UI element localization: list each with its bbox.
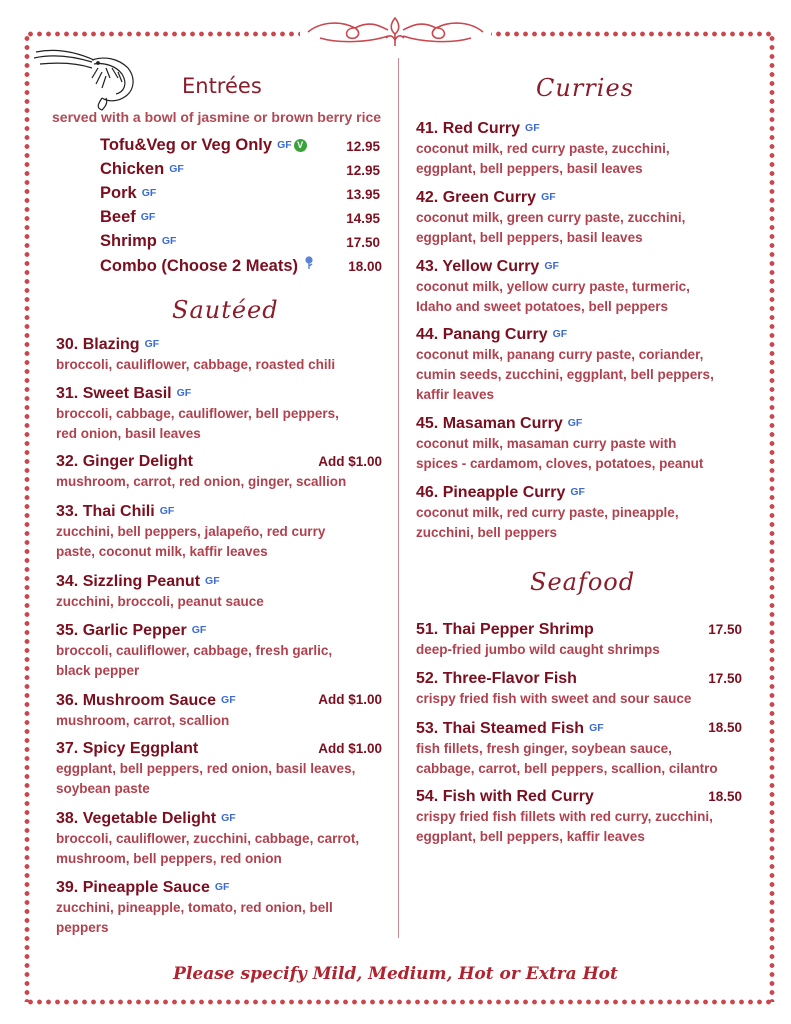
- item-description: broccoli, cauliflower, cabbage, roasted chili: [56, 357, 336, 372]
- gf-tag: GF: [205, 575, 220, 587]
- menu-item: [56, 620, 382, 681]
- item-name: 54. Fish with Red Curry: [416, 788, 594, 805]
- spice-level-note: Please specify Mild, Medium, Hot or Extra Hot: [173, 964, 618, 984]
- item-price: 18.50: [708, 720, 742, 735]
- rose-icon: [303, 256, 315, 275]
- menu-item: [416, 187, 742, 248]
- top-ornament: [300, 14, 491, 48]
- item-name: 31. Sweet Basil: [56, 385, 172, 402]
- entree-name: Combo (Choose 2 Meats): [100, 257, 299, 275]
- item-price: Add $1.00: [318, 741, 382, 756]
- item-description: eggplant, bell peppers, red onion, basil leaves, soybean paste: [56, 761, 356, 796]
- entree-item: [100, 184, 382, 208]
- gf-tag: GF: [221, 812, 236, 824]
- item-description: deep-fried jumbo wild caught shrimps: [416, 642, 660, 657]
- gf-tag: GF: [552, 328, 568, 340]
- item-description: fish fillets, fresh ginger, soybean sauce, cabbage, carrot, bell peppers, scallion, cilantro: [416, 741, 718, 776]
- item-price: Add $1.00: [318, 454, 382, 469]
- gf-tag: GF: [221, 694, 236, 706]
- menu-item: [416, 256, 742, 317]
- gf-tag: GF: [141, 187, 157, 199]
- entree-price: 14.95: [346, 211, 380, 226]
- gf-tag: GF: [570, 486, 585, 498]
- item-description: coconut milk, panang curry paste, coriander, cumin seeds, zucchini, eggplant, bell peppers, kaffir leaves: [416, 347, 714, 402]
- entree-price: 12.95: [346, 163, 380, 178]
- item-name: 30. Blazing: [56, 336, 140, 353]
- gf-tag: GF: [159, 505, 175, 517]
- item-price: 17.50: [708, 671, 742, 686]
- item-description: coconut milk, red curry paste, zucchini, eggplant, bell peppers, basil leaves: [416, 141, 670, 176]
- item-name: 44. Panang Curry: [416, 326, 548, 343]
- entrees-subtitle: served with a bowl of jasmine or brown berry rice: [52, 109, 382, 125]
- entree-item: [100, 136, 382, 160]
- menu-item: [416, 482, 742, 543]
- menu-item: [56, 739, 382, 799]
- border-left: [24, 34, 30, 1002]
- item-name: 51. Thai Pepper Shrimp: [416, 621, 594, 638]
- item-description: zucchini, pineapple, tomato, red onion, bell peppers: [56, 900, 333, 935]
- item-price: 18.50: [708, 789, 742, 804]
- item-description: zucchini, bell peppers, jalapeño, red curry paste, coconut milk, kaffir leaves: [56, 524, 326, 559]
- item-description: coconut milk, masaman curry paste with spices - cardamom, cloves, potatoes, peanut: [416, 436, 704, 471]
- item-name: 35. Garlic Pepper: [56, 622, 187, 639]
- border-right: [769, 34, 775, 1002]
- item-description: broccoli, cabbage, cauliflower, bell peppers, red onion, basil leaves: [56, 406, 339, 441]
- item-name: 43. Yellow Curry: [416, 258, 540, 275]
- item-name: 53. Thai Steamed Fish: [416, 720, 585, 737]
- item-description: crispy fried fish fillets with red curry, zucchini, eggplant, bell peppers, kaffir leaves: [416, 809, 713, 844]
- entree-name: Tofu&Veg or Veg Only: [100, 136, 273, 154]
- gf-tag: GF: [140, 211, 156, 223]
- menu-item: [416, 718, 742, 779]
- menu-item: [56, 877, 382, 938]
- entree-item: [100, 160, 382, 184]
- menu-item: [56, 571, 382, 612]
- item-description: mushroom, carrot, red onion, ginger, scallion: [56, 474, 347, 489]
- menu-item: [416, 787, 742, 847]
- gf-tag: GF: [191, 624, 207, 636]
- item-name: 36. Mushroom Sauce: [56, 692, 217, 709]
- item-name: 39. Pineapple Sauce: [56, 879, 210, 896]
- entrees-title: Entrées: [182, 74, 262, 98]
- entree-name: Beef: [100, 208, 136, 226]
- sauteed-title: Sautéed: [172, 296, 279, 324]
- gf-tag: GF: [144, 338, 160, 350]
- item-name: 34. Sizzling Peanut: [56, 573, 201, 590]
- item-price: 17.50: [708, 622, 742, 637]
- item-name: 46. Pineapple Curry: [416, 484, 566, 501]
- menu-item: [416, 620, 742, 660]
- menu-item: [56, 452, 382, 492]
- gf-tag: GF: [169, 163, 184, 175]
- item-description: broccoli, cauliflower, cabbage, fresh garlic, black pepper: [56, 643, 333, 678]
- item-name: 41. Red Curry: [416, 120, 521, 137]
- menu-item: [416, 324, 742, 405]
- entree-item: [100, 208, 382, 232]
- entree-name: Pork: [100, 184, 137, 202]
- item-name: 32. Ginger Delight: [56, 453, 193, 470]
- gf-tag: GF: [161, 235, 177, 247]
- entree-name: Shrimp: [100, 232, 157, 250]
- gf-tag: GF: [544, 260, 559, 272]
- item-description: coconut milk, red curry paste, pineapple, zucchini, bell peppers: [416, 505, 679, 540]
- item-name: 52. Three-Flavor Fish: [416, 670, 577, 687]
- menu-item: [416, 669, 742, 709]
- item-price: Add $1.00: [318, 692, 382, 707]
- gf-tag: GF: [176, 387, 192, 399]
- shrimp-icon: [32, 38, 142, 112]
- entree-name: Chicken: [100, 160, 165, 178]
- gf-tag: GF: [541, 191, 556, 203]
- item-name: 45. Masaman Curry: [416, 415, 563, 432]
- item-description: coconut milk, green curry paste, zucchini, eggplant, bell peppers, basil leaves: [416, 210, 686, 245]
- item-description: zucchini, broccoli, peanut sauce: [56, 594, 264, 609]
- menu-item: [56, 501, 382, 562]
- item-name: 37. Spicy Eggplant: [56, 740, 199, 757]
- vegan-v-icon: V: [294, 139, 307, 152]
- item-description: mushroom, carrot, scallion: [56, 713, 230, 728]
- item-description: broccoli, cauliflower, zucchini, cabbage, carrot, mushroom, bell peppers, red onion: [56, 831, 360, 866]
- menu-item: [56, 808, 382, 869]
- gf-tag: GF: [589, 722, 604, 734]
- entree-price: 18.00: [348, 259, 382, 274]
- menu-item: [416, 118, 742, 179]
- item-description: coconut milk, yellow curry paste, turmeric, Idaho and sweet potatoes, bell peppers: [416, 279, 690, 314]
- menu-item: [56, 334, 382, 375]
- entree-item: [100, 256, 382, 280]
- item-description: crispy fried fish with sweet and sour sauce: [416, 691, 692, 706]
- column-divider: [398, 58, 399, 938]
- entree-price: 12.95: [346, 139, 380, 154]
- item-name: 33. Thai Chili: [56, 503, 155, 520]
- item-name: 42. Green Curry: [416, 189, 537, 206]
- item-name: 38. Vegetable Delight: [56, 810, 217, 827]
- gf-tag: GF: [214, 881, 230, 893]
- entree-price: 17.50: [346, 235, 380, 250]
- gf-tag: GF: [525, 122, 540, 134]
- menu-item: [56, 690, 382, 731]
- seafood-title: Seafood: [530, 568, 636, 596]
- curries-title: Curries: [536, 74, 634, 102]
- gf-tag: GF: [567, 417, 583, 429]
- menu-item: [56, 383, 382, 444]
- entree-item: [100, 232, 382, 256]
- gf-tag: GF: [277, 139, 292, 151]
- menu-item: [416, 413, 742, 474]
- entree-price: 13.95: [346, 187, 380, 202]
- border-bottom: [26, 999, 773, 1005]
